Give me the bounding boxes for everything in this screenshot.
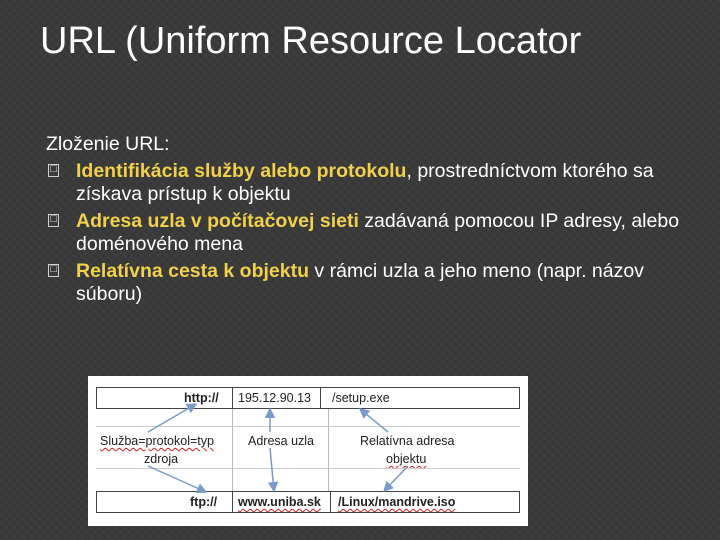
top-path: /setup.exe <box>332 391 390 405</box>
top-address: 195.12.90.13 <box>238 391 311 405</box>
bullet-highlight: Relatívna cesta k objektu <box>76 259 310 282</box>
slide-title: URL (Uniform Resource Locator <box>40 20 582 62</box>
bottom-address: www.uniba.sk <box>238 495 321 509</box>
bullet-highlight: Adresa uzla v počítačovej sieti <box>76 209 359 232</box>
bullet-text: , prostredníctvom ktorého sa získava prístup k objektu <box>76 159 654 205</box>
diagram-arrows <box>88 376 528 526</box>
checkbox-bullet-icon: ☐ <box>49 214 58 225</box>
path-label: Relatívna adresa <box>360 434 455 448</box>
arrow-path-up <box>360 409 388 432</box>
path-label-line2: objektu <box>386 452 427 466</box>
bottom-path: /Linux/mandrive.iso <box>338 495 456 509</box>
bullet-item <box>46 160 686 207</box>
slide-body <box>46 133 686 310</box>
top-protocol: http:// <box>184 391 219 405</box>
arrow-protocol-up <box>148 404 196 432</box>
bullet-text: v rámci uzla a jeho meno (napr. názov súboru) <box>76 259 644 305</box>
arrow-protocol-down <box>148 466 206 492</box>
bullet-item <box>46 210 686 257</box>
protocol-label-line2: zdroja <box>144 452 179 466</box>
bullet-text: zadávaná pomocou IP adresy, alebo doménového mena <box>76 209 680 255</box>
checkbox-bullet-icon: ☐ <box>49 264 58 275</box>
bottom-protocol: ftp:// <box>190 495 218 509</box>
bullet-highlight: Identifikácia služby alebo protokolu <box>76 159 407 182</box>
checkbox-bullet-icon: ☐ <box>49 164 58 175</box>
arrow-address-down <box>270 448 274 491</box>
bullet-item <box>46 260 686 307</box>
arrow-path-down <box>384 466 408 491</box>
url-structure-diagram <box>88 376 528 526</box>
address-label: Adresa uzla <box>248 434 315 448</box>
bullet-list <box>46 160 686 307</box>
protocol-label: Služba=protokol=typ <box>100 434 214 448</box>
intro-text: Zloženie URL: <box>46 133 170 155</box>
